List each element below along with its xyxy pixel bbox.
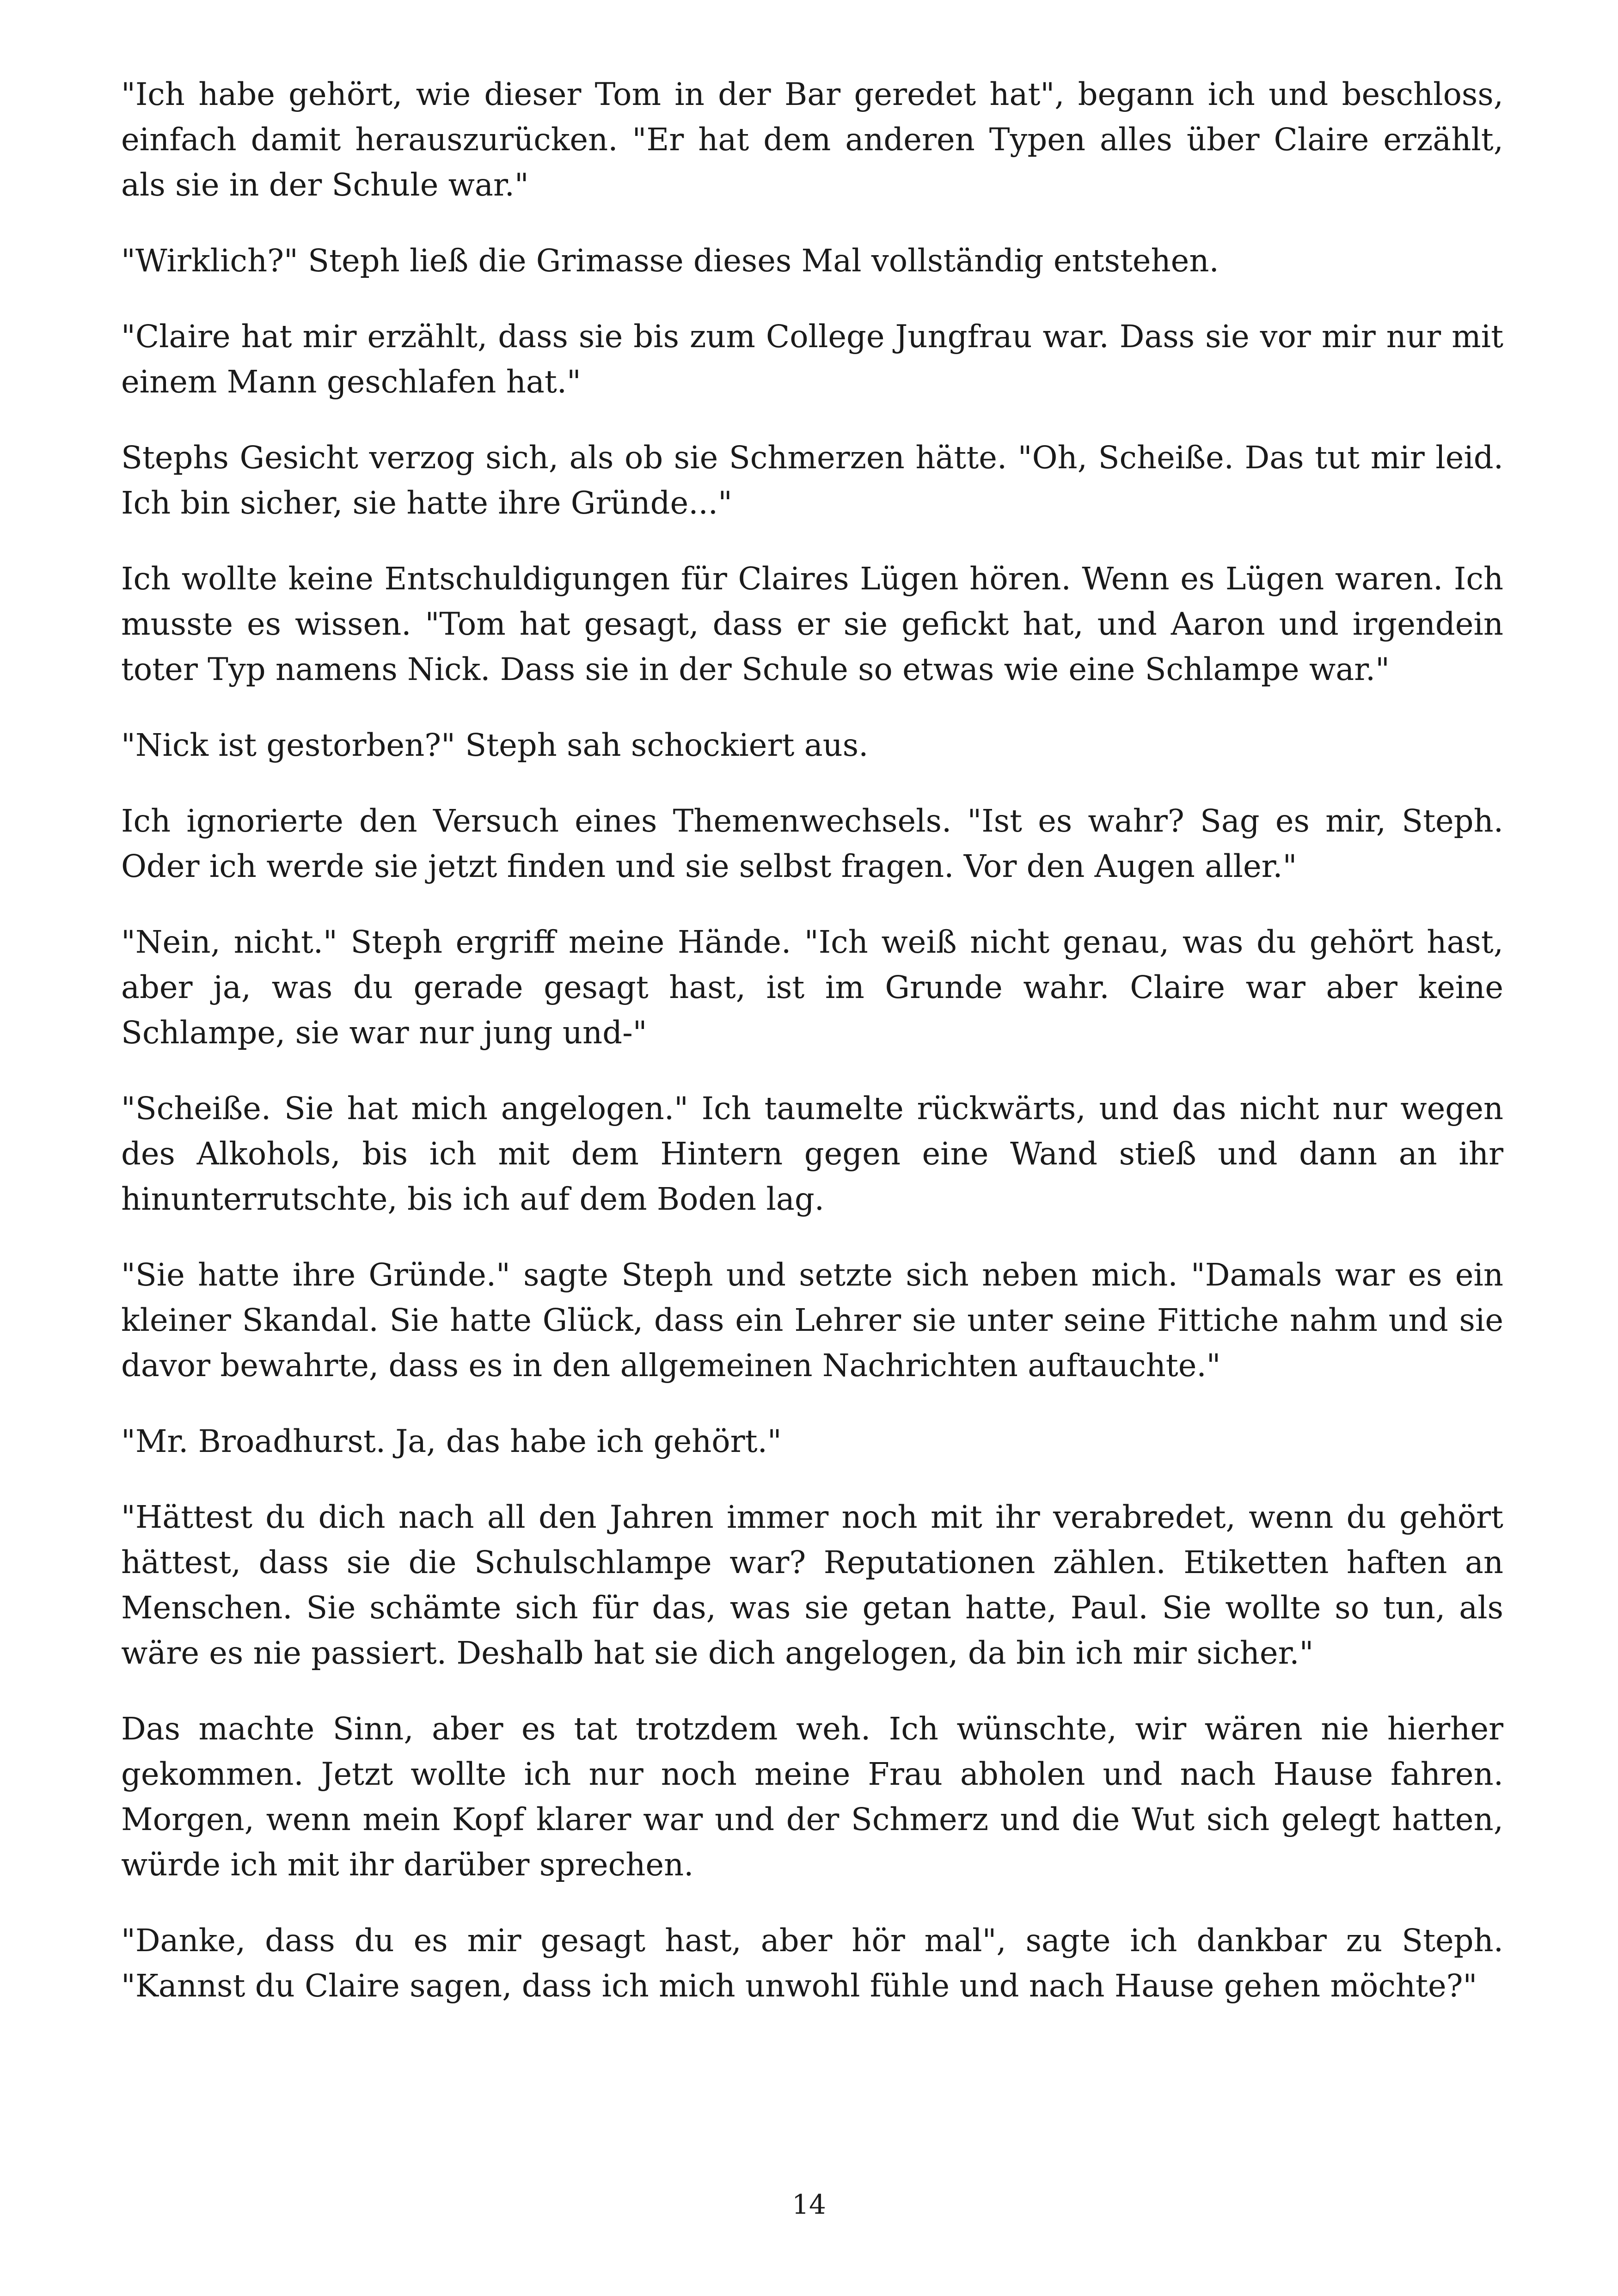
- paragraph: "Sie hatte ihre Gründe." sagte Steph und setzte sich neben mich. "Damals war es ein kleiner Skandal. Sie hatte Glück, dass ein Lehrer sie unter seine Fittiche nahm und sie davor bewahrte, dass es in den allgemeinen Nachrichten auftauchte.": [121, 1257, 1503, 1384]
- body-text: [121, 72, 1503, 2039]
- paragraph: Ich wollte keine Entschuldigungen für Claires Lügen hören. Wenn es Lügen waren. Ich musste es wissen. "Tom hat gesagt, dass er sie gefickt hat, und Aaron und irgendein toter Typ namens Nick. Dass sie in der Schule so etwas wie eine Schlampe war.": [121, 561, 1503, 687]
- paragraph: "Ich habe gehört, wie dieser Tom in der Bar geredet hat", begann ich und beschloss, einfach damit herauszurücken. "Er hat dem anderen Typen alles über Claire erzählt, als sie in der Schule war.": [121, 76, 1503, 203]
- page-number: 14: [792, 2189, 826, 2220]
- paragraph: "Scheiße. Sie hat mich angelogen." Ich taumelte rückwärts, und das nicht nur wegen des Alkohols, bis ich mit dem Hintern gegen eine Wand stieß und dann an ihr hinunterrutschte, bis ich auf dem Boden lag.: [121, 1090, 1503, 1217]
- paragraph: "Wirklich?" Steph ließ die Grimasse dieses Mal vollständig entstehen.: [121, 243, 1219, 279]
- paragraph: "Hättest du dich nach all den Jahren immer noch mit ihr verabredet, wenn du gehört hättest, dass sie die Schulschlampe war? Reputationen zählen. Etiketten haften an Menschen. Sie schämte sich für das, was sie getan hatte, Paul. Sie wollte so tun, als wäre es nie passiert. Deshalb hat sie dich angelogen, da bin ich mir sicher.": [121, 1499, 1503, 1671]
- paragraph: "Danke, dass du es mir gesagt hast, aber hör mal", sagte ich dankbar zu Steph. "Kannst du Claire sagen, dass ich mich unwohl fühle und nach Hause gehen möchte?": [121, 1923, 1503, 2004]
- paragraph: "Claire hat mir erzählt, dass sie bis zum College Jungfrau war. Dass sie vor mir nur mit einem Mann geschlafen hat.": [121, 318, 1503, 400]
- paragraph: "Nick ist gestorben?" Steph sah schockiert aus.: [121, 727, 869, 763]
- paragraph: Das machte Sinn, aber es tat trotzdem weh. Ich wünschte, wir wären nie hierher gekommen. Jetzt wollte ich nur noch meine Frau abholen und nach Hause fahren. Morgen, wenn mein Kopf klarer war und der Schmerz und die Wut sich gelegt hatten, würde ich mit ihr darüber sprechen.: [121, 1711, 1503, 1883]
- paragraph: Ich ignorierte den Versuch eines Themenwechsels. "Ist es wahr? Sag es mir, Steph. Oder ich werde sie jetzt finden und sie selbst fragen. Vor den Augen aller.": [121, 803, 1503, 884]
- paragraph: Stephs Gesicht verzog sich, als ob sie Schmerzen hätte. "Oh, Scheiße. Das tut mir leid. Ich bin sicher, sie hatte ihre Gründe...": [121, 440, 1503, 521]
- paragraph: "Nein, nicht." Steph ergriff meine Hände. "Ich weiß nicht genau, was du gehört hast, aber ja, was du gerade gesagt hast, ist im Grunde wahr. Claire war aber keine Schlampe, sie war nur jung und-": [121, 924, 1503, 1051]
- paragraph: "Mr. Broadhurst. Ja, das habe ich gehört.": [121, 1423, 782, 1459]
